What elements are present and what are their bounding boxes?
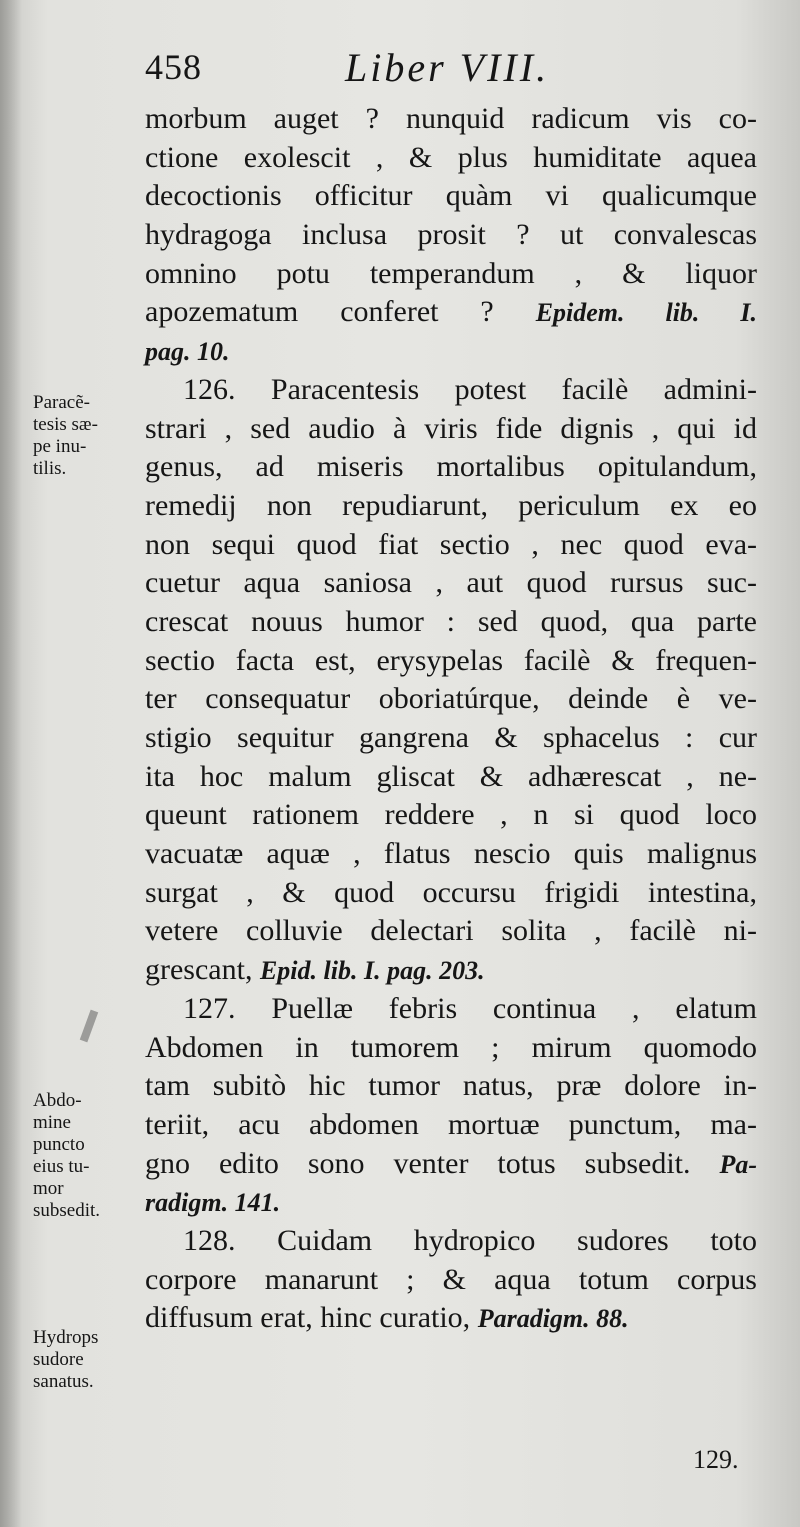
margin-note-abdomine: Abdo- mine puncto eius tu- mor subsedit. [33,1090,101,1221]
text-line: gno edito sono venter totus subsedit. Pa- [145,1146,757,1180]
text-line: genus, ad miseris mortalibus opitulandum, [145,450,757,484]
page-header [145,36,755,96]
citation: Epid. lib. I. pag. 203. [259,956,485,986]
text-line: remedij non repudiarunt, periculum ex eo [145,488,757,522]
citation: Epidem. lib. I. [535,298,757,328]
paragraph-126-start: 126. Paracentesis potest facilè admini- [183,372,757,406]
text-line: sectio facta est, erysypelas facilè & frequen- [145,643,757,677]
text-line: surgat , & quod occursu frigidi intestina, [145,875,757,909]
citation: Paradigm. 88. [477,1304,629,1334]
page-number: 458 [145,47,202,87]
text-line [145,1183,757,1222]
text-line: ter consequatur oboriatúrque, deinde è ve- [145,682,757,716]
text-line: non sequi quod fiat sectio , nec quod eva- [145,527,757,561]
paragraph-127-start: 127. Puellæ febris continua , elatum [183,991,757,1025]
citation: radigm. 141. [145,1188,281,1218]
text-line: stigio sequitur gangrena & sphacelus : cur [145,721,757,754]
text-line: diffusum erat, hinc curatio, Paradigm. 88. [145,1301,629,1335]
text-line: grescant, Epid. lib. I. pag. 203. [145,953,485,987]
text-line: vacuatæ aquæ , flatus nescio quis malignus [145,837,757,871]
paragraph-128-start: 128. Cuidam hydropico sudores toto [183,1223,757,1257]
margin-note-hydrops: Hydrops sudore sanatus. [33,1327,99,1392]
text-line: cuetur aqua saniosa , aut quod rursus suc- [145,566,757,600]
text-line: tam subitò hic tumor natus, præ dolore in- [145,1069,757,1103]
text-line: crescat nouus humor : sed quod, qua parte [145,604,757,638]
citation: Pa- [719,1149,757,1179]
text-line: ita hoc malum gliscat & adhærescat , ne- [145,759,757,793]
ink-smudge [80,1010,98,1043]
text-line: hydragoga inclusa prosit ? ut convalescas [145,218,757,252]
text-line: decoctionis officitur quàm vi qualicumque [145,179,757,213]
text-line: strari , sed audio à viris fide dignis , qui id [145,411,757,445]
main-text-block [145,100,757,1338]
text-line: teriit, acu abdomen mortuæ punctum, ma- [145,1107,757,1141]
text-line: morbum auget ? nunquid radicum vis co- [145,102,757,135]
page-gutter-shadow [0,0,22,1527]
text-line: apozematum conferet ? Epidem. lib. I. [145,295,757,329]
margin-note-paracentesis: Paracẽ- tesis sæ- pe inu- tilis. [33,392,98,479]
catchword: 129. [693,1445,739,1474]
text-line: vetere colluvie delectari solita , facilè ni- [145,914,757,948]
citation: pag. 10. [145,337,230,367]
text-line: queunt rationem reddere , n si quod loco [145,798,757,832]
text-line: corpore manarunt ; & aqua totum corpus [145,1262,757,1296]
text-line: ctione exolescit , & plus humiditate aquea [145,140,757,174]
text-line: omnino potu temperandum , & liquor [145,256,757,290]
running-head: Liber VIII. [345,45,550,90]
text-line [145,332,757,371]
text-line: Abdomen in tumorem ; mirum quomodo [145,1030,757,1064]
